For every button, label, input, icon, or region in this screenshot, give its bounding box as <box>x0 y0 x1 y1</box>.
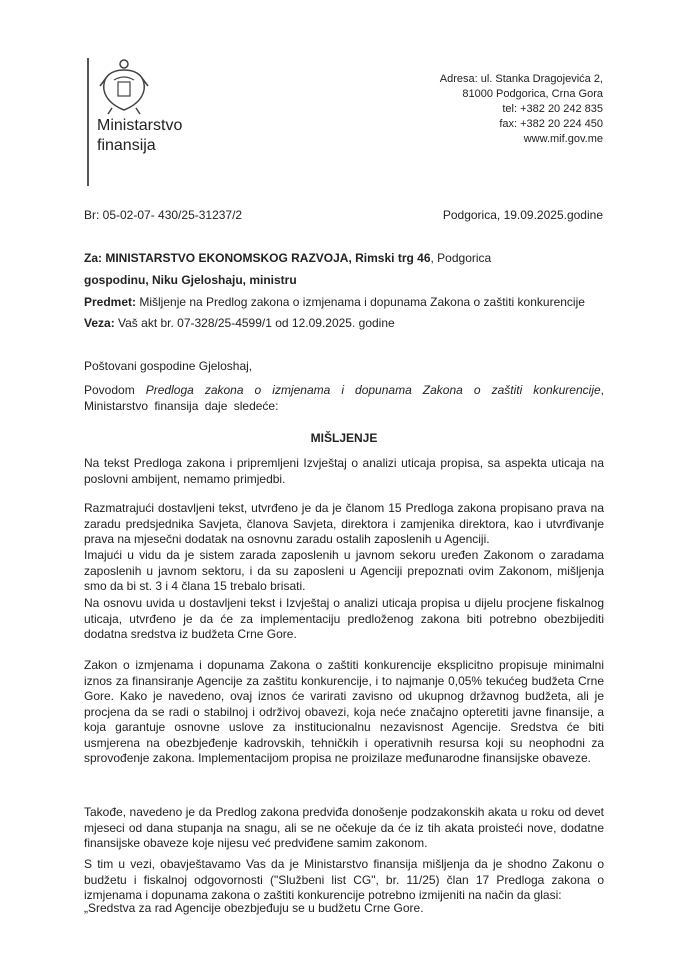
subject-text: Mišljenje na Predlog zakona o izmjenama i dopunama Zakona o zaštiti konkurencije <box>136 295 585 309</box>
subject-line <box>84 295 604 311</box>
address-fax: fax: +382 20 224 450 <box>499 118 603 130</box>
quoted-article: „Sredstva za rad Agencije obezbjeđuju se u budžetu Crne Gore. <box>84 901 424 915</box>
paragraph-5: Zakon o izmjenama i dopunama Zakona o zaštiti konkurencije eksplicitno propisuje minimalni iznos za finansiranje Agencije za zaštitu konkurencije, i to najmanje 0,05% tekućeg budžeta Crne Gore. Kako je navedeno, ovaj iznos će varirati zavisno od ukupnog državnog budžeta, ali je procjena da se radi o stabilnoj i održivoj obavezi, koja neće značajno opteretiti javne finansije, a koja garantuje osnovne uslove za institucionalnu nezavisnost Agencije. Sredstva će biti usmjerena na obezbjeđenje kadrovskih, tehničkih i operativnih resursa koji su neophodni za sprovođenje zakona. Implementacijom propisa ne proizilaze međunarodne finansijske obaveze. <box>84 658 604 765</box>
opinion-heading: MIŠLJENJE <box>310 431 378 445</box>
coat-of-arms-icon <box>98 58 150 116</box>
paragraph-1: Na tekst Predloga zakona i pripremljeni Izvještaj o analizi uticaja propisa, sa aspekta uticaja na poslovni ambijent, nemamo primjedbi. <box>84 456 604 486</box>
intro-text-a: Povodom <box>84 383 146 397</box>
intro-law-title: Predloga zakona o izmjenama i dopunama Zakona o zaštiti konkurencije <box>145 383 601 397</box>
recipient-line <box>84 251 604 267</box>
intro-paragraph <box>84 383 604 414</box>
reference-line <box>84 316 604 332</box>
intro-text-b: , Ministarstvo finansija daje sledeće: <box>84 383 605 413</box>
paragraph-4: Na osnovu uvida u dostavljeni tekst i Izvještaj o analizi uticaja propisa u dijelu procjene fiskalnog uticaja, utvrđeno je da će za implementaciju predloženog zakona biti potrebno obezbijediti dodatna sredstva iz budžeta Crne Gore. <box>84 596 604 641</box>
reference-text: Vaš akt br. 07-328/25-4599/1 od 12.09.2025. godine <box>114 316 395 330</box>
address-tel: tel: +382 20 242 835 <box>502 103 603 115</box>
za-label: Za: <box>84 251 102 265</box>
recipient-person: gospodinu, Niku Gjeloshaju, ministru <box>84 273 297 287</box>
paragraph-7: S tim u vezi, obavještavamo Vas da je Ministarstvo finansija mišljenja da je shodno Zakonu o budžetu i fiskalnoj odgovornosti ("Službeni list CG", br. 11/25) član 17 Predloga zakona o izmjenama i dopunama zakona o zaštiti konkurencije potrebno izmijeniti na način da glasi: <box>84 857 604 902</box>
ministry-name-line1: Ministarstvo <box>97 117 183 134</box>
address-city: 81000 Podgorica, Crna Gora <box>462 88 603 100</box>
paragraph-3: Imajući u vidu da je sistem zarada zaposlenih u javnom sekoru uređen Zakonom o zaradama zaposlenih u javnom sektoru, i da su zaposleni u Agenciji prepoznati ovim Zakonom, mišljenja smo da bi st. 3 i 4 člana 15 trebalo brisati. <box>84 548 604 593</box>
reference-number: Br: 05-02-07- 430/25-31237/2 <box>84 208 243 222</box>
place-date: Podgorica, 19.09.2025.godine <box>442 208 603 222</box>
address-line: Adresa: ul. Stanka Dragojevića 2, <box>439 73 603 85</box>
paragraph-6: Takođe, navedeno je da Predlog zakona predviđa donošenje podzakonskih akata u roku od devet mjeseci od dana stupanja na snagu, ali se ne očekuje da će iz tih akata proisteći nove, dodatne finansijske obaveze koje nijesu već predviđene samim zakonom. <box>84 805 604 850</box>
recipient-name: MINISTARSTVO EKONOMSKOG RAZVOJA, Rimski trg 46 <box>105 251 431 265</box>
recipient-city: , Podgorica <box>430 251 492 265</box>
ministry-name <box>97 116 182 156</box>
contact-address <box>440 72 603 147</box>
letterhead-divider <box>87 58 89 186</box>
reference-label: Veza: <box>84 316 115 330</box>
salutation: Poštovani gospodine Gjeloshaj, <box>84 359 253 373</box>
subject-label: Predmet: <box>84 295 137 309</box>
paragraph-2: Razmatrajući dostavljeni tekst, utvrđeno je da je članom 15 Predloga zakona propisano prava na zaradu predsjednika Savjeta, članova Savjeta, direktora i zamjenika direktora, kao i utvrđivanje prava na mjesečni dodatak na osnovnu zaradu ostalih zaposlenih u Agenciji. <box>84 501 604 546</box>
ministry-name-line2: finansija <box>97 137 156 154</box>
address-website: www.mif.gov.me <box>523 133 603 145</box>
